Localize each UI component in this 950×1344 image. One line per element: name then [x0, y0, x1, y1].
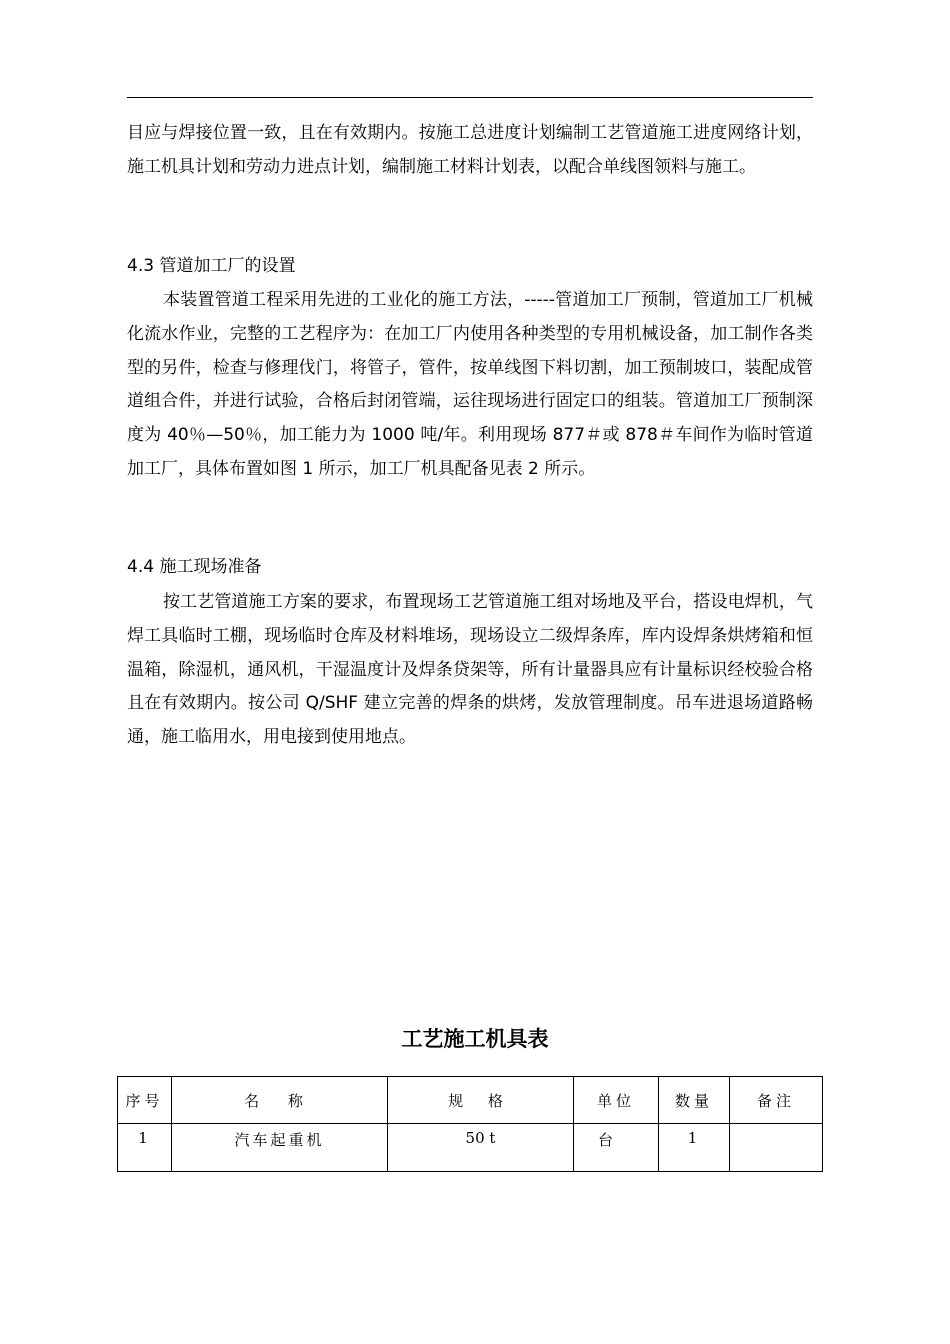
header-cell-spec: 规 格 [388, 1077, 574, 1124]
section-heading-4-4: 4.4 施工现场准备 [127, 557, 262, 577]
header-cell-index: 序号 [118, 1077, 172, 1124]
header-cell-quantity: 数量 [659, 1077, 730, 1124]
intro-paragraph: 目应与焊接位置一致，且在有效期内。按施工总进度计划编制工艺管道施工进度网络计划，施工机具计划和劳动力进点计划，编制施工材料计划表，以配合单线图领料与施工。 [127, 123, 813, 177]
table-header-row [118, 1077, 823, 1124]
header-rule [127, 97, 813, 98]
header-cell-name: 名 称 [172, 1077, 388, 1124]
table-title: 工艺施工机具表 [401, 1026, 549, 1051]
section-heading-4-3: 4.3 管道加工厂的设置 [127, 256, 296, 276]
cell-remarks [730, 1124, 823, 1172]
header-cell-unit: 单位 [574, 1077, 659, 1124]
table-row [118, 1124, 823, 1172]
cell-spec: 50 t [388, 1124, 574, 1172]
cell-unit: 台 [574, 1124, 659, 1172]
cell-quantity: 1 [659, 1124, 730, 1172]
section-body-4-4: 按工艺管道施工方案的要求，布置现场工艺管道施工组对场地及平台，搭设电焊机，气焊工具临时工棚，现场临时仓库及材料堆场，现场设立二级焊条库，库内设焊条烘烤箱和恒温箱，除湿机，通风机，干湿温度计及焊条贷架等，所有计量器具应有计量标识经校验合格且在有效期内。按公司 Q/SHF 建立完善的焊条的烘烤，发放管理制度。吊车进退场道路畅通，施工临用水，用电接到使用地点。 [127, 592, 813, 748]
cell-name: 汽车起重机 [172, 1124, 388, 1172]
cell-index: 1 [118, 1124, 172, 1172]
header-cell-remarks: 备注 [730, 1077, 823, 1124]
equipment-table [117, 1076, 823, 1172]
section-body-4-3: 本装置管道工程采用先进的工业化的施工方法，-----管道加工厂预制，管道加工厂机械化流水作业，完整的工艺程序为：在加工厂内使用各种类型的专用机械设备，加工制作各类型的另件，检查与修理伐门，将管子，管件，按单线图下料切割，加工预制坡口，装配成管道组合件，并进行试验，合格后封闭管端，运往现场进行固定口的组装。管道加工厂预制深度为 40％—50％，加工能力为 1000 吨/年。利用现场 877＃或 878＃车间作为临时管道加工厂，具体布置如图 1 所示，加工厂机具配备见表 2 所示。 [127, 290, 813, 479]
